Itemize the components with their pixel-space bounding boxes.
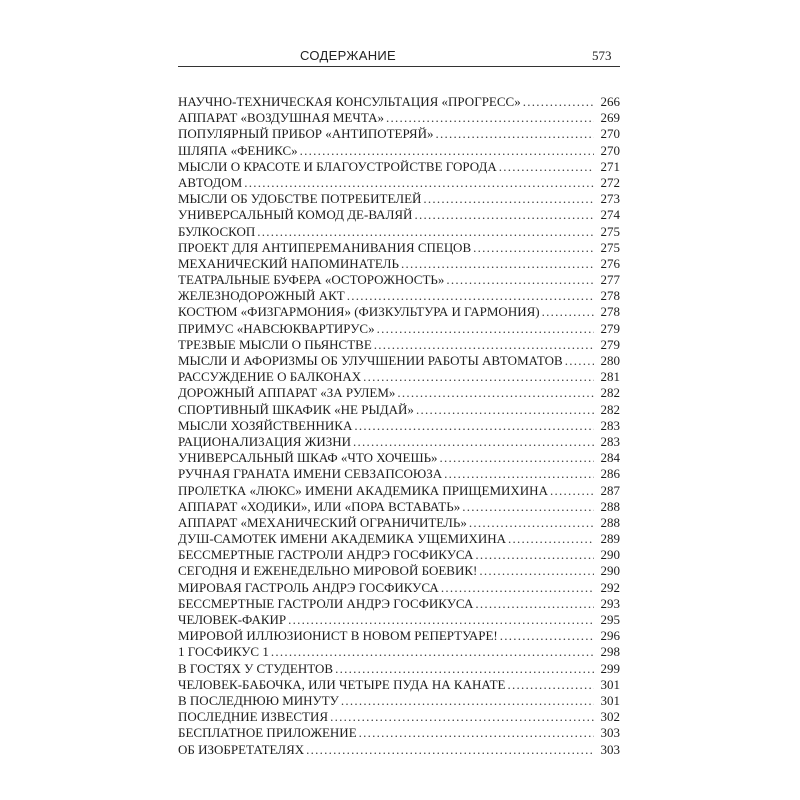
toc-leader-dots: [508, 531, 594, 547]
toc-entry-page: 293: [600, 595, 620, 611]
toc-entry-title: БЕССМЕРТНЫЕ ГАСТРОЛИ АНДРЭ ГОСФИКУСА: [178, 595, 474, 611]
toc-leader-dots: [475, 547, 594, 563]
toc-leader-dots: [335, 661, 594, 677]
toc-leader-dots: [441, 580, 594, 596]
toc-entry: [178, 175, 620, 191]
toc-entry: [178, 596, 620, 612]
toc-entry-title: АППАРАТ «ХОДИКИ», ИЛИ «ПОРА ВСТАВАТЬ»: [178, 498, 461, 514]
toc-entry: [178, 499, 620, 515]
toc-entry: [178, 321, 620, 337]
toc-entry: [178, 159, 620, 175]
toc-leader-dots: [397, 385, 594, 401]
toc-entry-page: 272: [600, 174, 620, 190]
toc-entry-title: 1 ГОСФИКУС 1: [178, 644, 269, 660]
toc-entry-title: ЧЕЛОВЕК-ФАКИР: [178, 612, 287, 627]
header-rule: [178, 66, 620, 67]
toc-entry-title: МИРОВАЯ ГАСТРОЛЬ АНДРЭ ГОСФИКУСА: [178, 579, 439, 595]
toc-entry-page: 288: [600, 514, 620, 530]
toc-entry: [178, 240, 620, 256]
toc-entry-page: 271: [600, 158, 620, 174]
toc-entry: [178, 126, 620, 142]
toc-entry: [178, 304, 620, 320]
toc-leader-dots: [271, 644, 594, 660]
toc-entry-page: 303: [600, 725, 620, 741]
toc-leader-dots: [473, 240, 594, 256]
toc-entry-title: АППАРАТ «МЕХАНИЧЕСКИЙ ОГРАНИЧИТЕЛЬ»: [178, 514, 467, 530]
toc-entry-title: ДОРОЖНЫЙ АППАРАТ «ЗА РУЛЕМ»: [178, 385, 396, 401]
toc-entry-page: 283: [600, 417, 620, 433]
toc-entry-title: БЕСПЛАТНОЕ ПРИЛОЖЕНИЕ: [178, 725, 357, 741]
toc-leader-dots: [341, 693, 594, 709]
toc-entry: [178, 483, 620, 499]
toc-entry: [178, 369, 620, 385]
toc-entry-title: ОБ ИЗОБРЕТАТЕЛЯХ: [178, 741, 305, 757]
toc-entry-page: 287: [600, 482, 620, 498]
toc-leader-dots: [257, 224, 594, 240]
toc-entry-title: УНИВЕРСАЛЬНЫЙ КОМОД ДЕ-ВАЛЯЙ: [178, 207, 413, 223]
toc-entry: [178, 191, 620, 207]
toc-entry-page: 278: [600, 304, 620, 320]
toc-entry: [178, 677, 620, 693]
toc-entry-page: 288: [600, 498, 620, 514]
toc-leader-dots: [353, 434, 594, 450]
toc-entry: [178, 94, 620, 110]
toc-entry-title: В ГОСТЯХ У СТУДЕНТОВ: [178, 660, 334, 676]
toc-entry-page: 282: [600, 401, 620, 417]
toc-entry: [178, 547, 620, 563]
toc-leader-dots: [462, 499, 594, 515]
running-header-title: СОДЕРЖАНИЕ: [300, 48, 397, 63]
toc-leader-dots: [500, 628, 594, 644]
toc-entry: [178, 353, 620, 369]
toc-entry-page: 296: [600, 628, 620, 644]
toc-entry-page: 290: [600, 563, 620, 579]
toc-entry: [178, 385, 620, 401]
toc-entry-page: 279: [600, 320, 620, 336]
toc-entry-page: 303: [600, 741, 620, 757]
toc-entry: [178, 515, 620, 531]
toc-leader-dots: [507, 677, 594, 693]
toc-entry-title: АВТОДОМ: [178, 174, 243, 190]
toc-leader-dots: [523, 94, 594, 110]
toc-entry-title: ТЕАТРАЛЬНЫЕ БУФЕРА «ОСТОРОЖНОСТЬ»: [178, 272, 445, 288]
toc-leader-dots: [300, 143, 594, 159]
toc-entry-title: МЫСЛИ О КРАСОТЕ И БЛАГОУСТРОЙСТВЕ ГОРОДА: [178, 158, 497, 174]
toc-entry: [178, 693, 620, 709]
toc-entry-page: 275: [600, 239, 620, 255]
toc-leader-dots: [386, 110, 594, 126]
toc-entry-page: 301: [600, 692, 620, 708]
toc-entry-page: 280: [600, 353, 620, 368]
toc-entry-page: 295: [600, 612, 620, 627]
toc-entry-page: 277: [600, 272, 620, 288]
toc-entry-page: 281: [600, 369, 620, 385]
toc-entry-title: УНИВЕРСАЛЬНЫЙ ШКАФ «ЧТО ХОЧЕШЬ»: [178, 450, 438, 466]
toc-leader-dots: [435, 126, 594, 142]
toc-entry-title: БЕССМЕРТНЫЕ ГАСТРОЛИ АНДРЭ ГОСФИКУСА: [178, 547, 474, 563]
toc-entry: [178, 661, 620, 677]
toc-leader-dots: [565, 353, 594, 369]
toc-entry: [178, 644, 620, 660]
toc-entry-title: КОСТЮМ «ФИЗГАРМОНИЯ» (ФИЗКУЛЬТУРА И ГАРМОНИЯ): [178, 304, 540, 320]
toc-leader-dots: [446, 272, 594, 288]
toc-leader-dots: [469, 515, 594, 531]
toc-entry-title: ДУШ-САМОТЕК ИМЕНИ АКАДЕМИКА УЩЕМИХИНА: [178, 531, 507, 547]
toc-entry: [178, 272, 620, 288]
toc-entry-page: 278: [600, 288, 620, 304]
toc-entry: [178, 110, 620, 126]
toc-entry-page: 275: [600, 223, 620, 239]
toc-entry-title: ЖЕЛЕЗНОДОРОЖНЫЙ АКТ: [178, 288, 345, 304]
toc-leader-dots: [377, 321, 594, 337]
toc-entry-title: ПРИМУС «НАВСЮКВАРТИРУС»: [178, 320, 375, 336]
toc-entry-page: 273: [600, 191, 620, 207]
toc-entry: [178, 742, 620, 758]
toc-entry-page: 276: [600, 255, 620, 271]
toc-entry-title: ЧЕЛОВЕК-БАБОЧКА, ИЛИ ЧЕТЫРЕ ПУДА НА КАНАТЕ: [178, 676, 506, 692]
toc-entry-title: МЫСЛИ ХОЗЯЙСТВЕННИКА: [178, 417, 353, 433]
toc-entry-title: МЕХАНИЧЕСКИЙ НАПОМИНАТЕЛЬ: [178, 255, 399, 271]
toc-entry-page: 290: [600, 547, 620, 563]
toc-entry-title: РАЦИОНАЛИЗАЦИЯ ЖИЗНИ: [178, 433, 352, 449]
toc-leader-dots: [354, 418, 594, 434]
toc-entry-page: 286: [600, 466, 620, 482]
toc-leader-dots: [444, 466, 594, 482]
toc-entry: [178, 256, 620, 272]
toc-leader-dots: [288, 612, 594, 628]
toc-entry: [178, 288, 620, 304]
page-number: 573: [592, 48, 612, 63]
toc-entry-page: 299: [600, 660, 620, 676]
toc-entry-page: 282: [600, 385, 620, 401]
toc-entry-page: 270: [600, 126, 620, 142]
toc-entry-page: 292: [600, 579, 620, 595]
toc-entry: [178, 337, 620, 353]
toc-entry: [178, 580, 620, 596]
toc-leader-dots: [475, 596, 594, 612]
toc-leader-dots: [440, 450, 594, 466]
toc-entry-title: РАССУЖДЕНИЕ О БАЛКОНАХ: [178, 369, 362, 385]
toc-entry-title: МЫСЛИ ОБ УДОБСТВЕ ПОТРЕБИТЕЛЕЙ: [178, 191, 422, 207]
toc-entry-title: ПОСЛЕДНИЕ ИЗВЕСТИЯ: [178, 709, 329, 725]
toc-entry-page: 270: [600, 142, 620, 158]
toc-leader-dots: [306, 742, 594, 758]
toc-entry-title: В ПОСЛЕДНЮЮ МИНУТУ: [178, 692, 339, 708]
toc-entry-page: 298: [600, 644, 620, 660]
toc-entry-page: 302: [600, 709, 620, 725]
toc-entry: [178, 450, 620, 466]
toc-leader-dots: [374, 337, 594, 353]
toc-leader-dots: [244, 175, 594, 191]
toc-entry: [178, 207, 620, 223]
toc-entry-title: МЫСЛИ И АФОРИЗМЫ ОБ УЛУЧШЕНИИ РАБОТЫ АВТОМАТОВ: [178, 353, 563, 368]
toc-entry-title: ПРОЛЕТКА «ЛЮКС» ИМЕНИ АКАДЕМИКА ПРИЩЕМИХИНА: [178, 482, 548, 498]
toc-entry: [178, 224, 620, 240]
toc-entry: [178, 563, 620, 579]
toc-leader-dots: [359, 725, 594, 741]
toc-leader-dots: [401, 256, 594, 272]
toc-entry: [178, 466, 620, 482]
toc-leader-dots: [416, 402, 594, 418]
toc-entry: [178, 143, 620, 159]
toc-entry-title: ПОПУЛЯРНЫЙ ПРИБОР «АНТИПОТЕРЯЙ»: [178, 126, 434, 142]
toc-entry-page: 269: [600, 110, 620, 126]
toc-entry-title: ТРЕЗВЫЕ МЫСЛИ О ПЬЯНСТВЕ: [178, 336, 372, 352]
toc-entry-page: 289: [600, 531, 620, 547]
toc-leader-dots: [550, 483, 594, 499]
toc-entry-title: РУЧНАЯ ГРАНАТА ИМЕНИ СЕВЗАПСОЮЗА: [178, 466, 443, 482]
toc-entry-title: БУЛКОСКОП: [178, 223, 256, 239]
toc-entry: [178, 612, 620, 628]
toc-leader-dots: [499, 159, 594, 175]
toc-entry: [178, 418, 620, 434]
toc-leader-dots: [363, 369, 594, 385]
toc-entry: [178, 628, 620, 644]
table-of-contents: [178, 94, 620, 758]
toc-leader-dots: [347, 288, 594, 304]
toc-leader-dots: [542, 304, 594, 320]
toc-entry: [178, 709, 620, 725]
toc-entry-title: АППАРАТ «ВОЗДУШНАЯ МЕЧТА»: [178, 110, 385, 126]
toc-entry-title: МИРОВОЙ ИЛЛЮЗИОНИСТ В НОВОМ РЕПЕРТУАРЕ!: [178, 628, 498, 644]
toc-entry-page: 284: [600, 450, 620, 466]
toc-entry-page: 301: [600, 676, 620, 692]
toc-entry-page: 266: [600, 94, 620, 109]
toc-leader-dots: [330, 709, 594, 725]
toc-entry: [178, 725, 620, 741]
toc-entry-title: СПОРТИВНЫЙ ШКАФИК «НЕ РЫДАЙ»: [178, 401, 414, 417]
toc-entry-title: НАУЧНО-ТЕХНИЧЕСКАЯ КОНСУЛЬТАЦИЯ «ПРОГРЕСС»: [178, 94, 521, 109]
toc-entry-title: ШЛЯПА «ФЕНИКС»: [178, 142, 298, 158]
toc-entry: [178, 402, 620, 418]
toc-entry-title: СЕГОДНЯ И ЕЖЕНЕДЕЛЬНО МИРОВОЙ БОЕВИК!: [178, 563, 478, 579]
toc-leader-dots: [479, 563, 594, 579]
toc-entry: [178, 434, 620, 450]
toc-entry: [178, 531, 620, 547]
toc-leader-dots: [414, 207, 594, 223]
toc-entry-page: 274: [600, 207, 620, 223]
toc-entry-page: 279: [600, 336, 620, 352]
toc-entry-title: ПРОЕКТ ДЛЯ АНТИПЕРЕМАНИВАНИЯ СПЕЦОВ: [178, 239, 472, 255]
toc-leader-dots: [423, 191, 594, 207]
toc-entry-page: 283: [600, 433, 620, 449]
